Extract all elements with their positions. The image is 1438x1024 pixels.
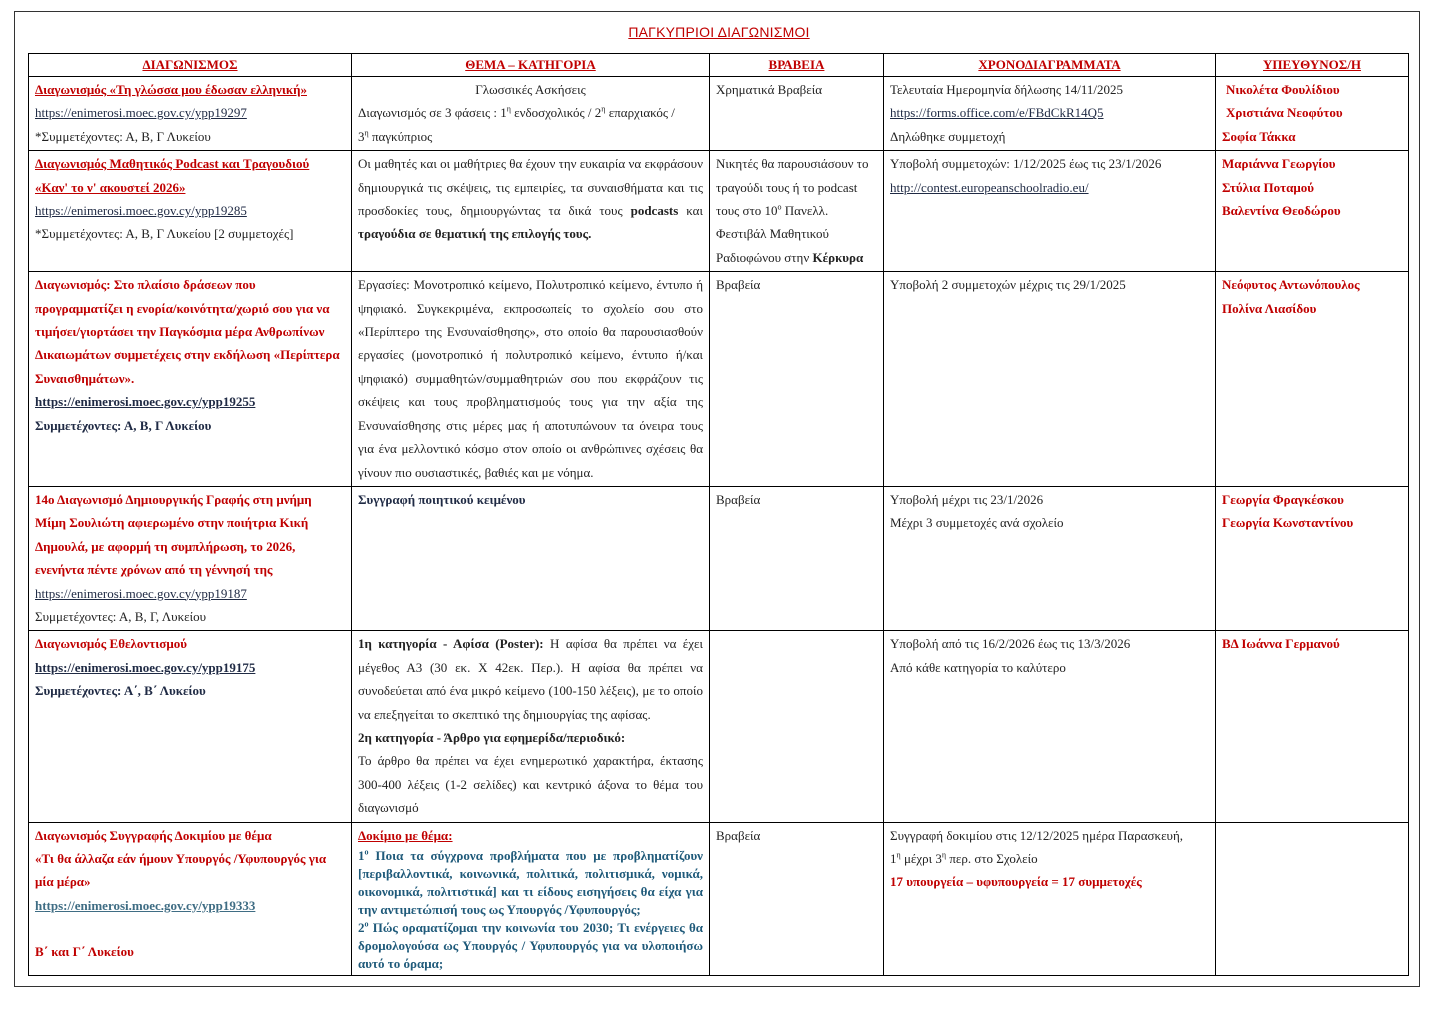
table-row xyxy=(29,272,1409,487)
prizes-bold: Κέρκυρα xyxy=(812,249,864,265)
header-timeline: ΧΡΟΝΟΔΙΑΓΡΑΜΜΑΤΑ xyxy=(884,54,1216,77)
prizes-text: Πανελλ. Φεστιβάλ Μαθητικού Ραδιοφώνου στην xyxy=(716,203,829,265)
cell-theme xyxy=(352,77,710,151)
header-responsible: ΥΠΕΥΘΥΝΟΣ/Η xyxy=(1216,54,1409,77)
competition-participants: Συμμετέχοντες: Α, Β, Γ, Λυκείου xyxy=(35,608,207,624)
superscript: ο xyxy=(364,919,369,929)
timeline-text: περ. στο Σχολείο xyxy=(946,851,1038,866)
cell-responsible xyxy=(1216,151,1409,272)
header-competition: ΔΙΑΓΩΝΙΣΜΟΣ xyxy=(29,54,352,77)
cell-timeline xyxy=(884,631,1216,822)
competition-link[interactable]: https://enimerosi.moec.gov.cy/ypp19285 xyxy=(35,203,247,219)
cell-competition xyxy=(29,77,352,151)
question-number: 2 xyxy=(358,920,365,935)
prizes-text: Νικητές θα παρουσιάσουν το τραγούδι τους ή το podcast τους στο 10 xyxy=(716,156,869,219)
theme-category-1 xyxy=(358,632,703,726)
competition-participants: Συμμετέχοντες: Α, Β, Γ Λυκείου xyxy=(35,417,212,433)
competition-participants: *Συμμετέχοντες: Α, Β, Γ Λυκείου xyxy=(35,128,211,144)
timeline-link[interactable]: https://forms.office.com/e/FBdCkR14Q5 xyxy=(890,105,1104,121)
competition-participants: *Συμμετέχοντες: Α, Β, Γ Λυκείου [2 συμμετοχές] xyxy=(35,226,294,242)
competition-title: «Καν' το ν' ακουστεί 2026» xyxy=(35,179,186,195)
question-number: 1 xyxy=(358,848,365,863)
timeline-line: Υποβολή μέχρι τις 23/1/2026 xyxy=(890,491,1044,507)
timeline-text: μέχρι 3 xyxy=(900,851,942,866)
cell-timeline xyxy=(884,77,1216,151)
category-text: Το άρθρο θα πρέπει να έχει ενημερωτικό χαρακτήρα, έκτασης 300-400 λέξεις (1-2 σελίδες) και κεντρικό άξονα το θέμα του διαγωνισμό xyxy=(358,753,703,816)
competition-link[interactable]: https://enimerosi.moec.gov.cy/ypp19175 xyxy=(35,659,256,675)
table-row xyxy=(29,822,1409,975)
cell-prizes: Βραβεία xyxy=(710,486,884,630)
question-text: Πώς οραματίζομαι την κοινωνία του 2030; Τι ενέργειες θα δρομολογούσα ως Υπουργός / Υφυπουργός για να υλοποιήσω αυτό το όραμα; xyxy=(358,920,703,971)
table-row xyxy=(29,77,1409,151)
question-text: Ποια τα σύγχρονα προβλήματα που με προβληματίζουν [περιβαλλοντικά, κοινωνικά, πολιτικά, πολιτισμικά, νομικά, οικονομικά, πολιτιστικά] και τι είδους εισηγήσεις θα είχα για την αντιμετώπισή τους ως Υπουργός /Υφυπουργός; xyxy=(358,848,703,917)
cell-competition xyxy=(29,151,352,272)
theme-text: 3 xyxy=(358,128,365,144)
category-label: κατηγορία - Άρθρο για εφημερίδα/περιοδικό: xyxy=(375,729,626,745)
competition-title: Διαγωνισμός: Στο πλαίσιο δράσεων που προγραμματίζει η ενορία/κοινότητα/χωριό σου για να τιμήσει/γιορτάσει την Παγκόσμια μέρα Ανθρωπίνων Δικαιωμάτων συμμετέχεις στην εκδήλωση «Περίπτερα Συναισθημάτων». xyxy=(35,277,340,386)
competition-link[interactable]: https://enimerosi.moec.gov.cy/ypp19255 xyxy=(35,394,256,410)
competition-participants: Β΄ και Γ΄ Λυκείου xyxy=(35,944,134,960)
cell-competition xyxy=(29,486,352,630)
competition-link[interactable]: https://enimerosi.moec.gov.cy/ypp19187 xyxy=(35,585,247,601)
theme-phase-3 xyxy=(358,125,703,148)
category-number: 1η xyxy=(358,636,379,652)
responsible-name: Νεόφυτος Αντωνόπουλος xyxy=(1222,277,1360,293)
cell-competition xyxy=(29,822,352,975)
cell-prizes xyxy=(710,631,884,822)
table-row xyxy=(29,486,1409,630)
category-label: κατηγορία - Αφίσα (Poster): xyxy=(378,636,544,652)
superscript: ο xyxy=(364,847,369,857)
responsible-name: Γεωργία Κωνσταντίνου xyxy=(1222,515,1354,531)
responsible-name: Μαριάννα Γεωργίου xyxy=(1222,156,1336,172)
cell-responsible xyxy=(1216,822,1409,975)
competition-title: Διαγωνισμός Συγγραφής Δοκιμίου με θέμα xyxy=(35,827,272,843)
timeline-line: Υποβολή από τις 16/2/2026 έως τις 13/3/2026 xyxy=(890,636,1131,652)
competition-title: Διαγωνισμός Εθελοντισμού xyxy=(35,636,187,652)
cell-timeline xyxy=(884,822,1216,975)
cell-responsible xyxy=(1216,486,1409,630)
timeline-periods xyxy=(890,847,1209,870)
cell-prizes: Βραβεία xyxy=(710,822,884,975)
superscript: η xyxy=(506,105,511,115)
timeline-line: Υποβολή 2 συμμετοχών μέχρις τις 29/1/2025 xyxy=(890,277,1126,293)
cell-responsible xyxy=(1216,77,1409,151)
cell-theme xyxy=(352,486,710,630)
competitions-table xyxy=(28,53,1409,976)
theme-text: Συγγραφή ποιητικού κειμένου xyxy=(358,491,526,507)
cell-responsible xyxy=(1216,631,1409,822)
cell-theme xyxy=(352,631,710,822)
document-title: ΠΑΓΚΥΠΡΙΟΙ ΔΙΑΓΩΝΙΣΜΟΙ xyxy=(628,24,810,40)
responsible-name: Γεωργία Φραγκέσκου xyxy=(1222,491,1344,507)
table-row xyxy=(29,631,1409,822)
cell-competition xyxy=(29,631,352,822)
timeline-participation-count: 17 υπουργεία – υφυπουργεία = 17 συμμετοχές xyxy=(890,874,1142,890)
theme-text: ενδοσχολικός / 2 xyxy=(510,105,602,121)
responsible-name: Πολίνα Λιασίδου xyxy=(1222,300,1317,316)
header-prizes: ΒΡΑΒΕΙΑ xyxy=(710,54,884,77)
cell-theme xyxy=(352,822,710,975)
cell-competition xyxy=(29,272,352,487)
essay-question-2 xyxy=(358,919,703,973)
cell-timeline xyxy=(884,151,1216,272)
superscript: η xyxy=(601,105,606,115)
theme-bold: podcasts xyxy=(630,203,679,219)
theme-text: επαρχιακός / xyxy=(605,105,675,121)
theme-phases xyxy=(358,101,703,124)
responsible-name: Χριστιάνα Νεοφύτου xyxy=(1226,105,1343,121)
cell-prizes xyxy=(710,151,884,272)
competition-title: Διαγωνισμός «Τη γλώσσα μου έδωσαν ελληνική» xyxy=(35,82,307,97)
timeline-line: Τελευταία Ημερομηνία δήλωσης 14/11/2025 xyxy=(890,82,1124,97)
theme-bold: τραγούδια σε θεματική της επιλογής τους. xyxy=(358,226,592,242)
essay-question-1 xyxy=(358,847,703,919)
cell-prizes: Χρηματικά Βραβεία xyxy=(710,77,884,151)
timeline-line: Υποβολή συμμετοχών: 1/12/2025 έως τις 23/1/2026 xyxy=(890,156,1162,172)
superscript: η xyxy=(364,128,369,138)
table-header-row xyxy=(29,54,1409,77)
responsible-name: ΒΔ Ιωάννα Γερμανού xyxy=(1222,636,1340,652)
theme-heading: Δοκίμιο με θέμα: xyxy=(358,827,453,843)
responsible-name: Βαλεντίνα Θεοδώρου xyxy=(1222,203,1341,219)
superscript: η xyxy=(896,850,901,860)
competition-link[interactable]: https://enimerosi.moec.gov.cy/ypp19333 xyxy=(35,897,256,913)
theme-text: και xyxy=(678,203,703,219)
superscript: ο xyxy=(777,202,782,212)
competition-title: Διαγωνισμός Μαθητικός Podcast και Τραγουδιού xyxy=(35,156,310,172)
competition-participants: Συμμετέχοντες: Α΄, Β΄ Λυκείου xyxy=(35,683,206,699)
table-row xyxy=(29,151,1409,272)
theme-text: Διαγωνισμός σε 3 φάσεις : 1 xyxy=(358,105,507,121)
cell-theme xyxy=(352,151,710,272)
cell-timeline xyxy=(884,486,1216,630)
cell-prizes: Βραβεία xyxy=(710,272,884,487)
theme-category-2-label xyxy=(358,726,703,749)
timeline-line: Συγγραφή δοκιμίου στις 12/12/2025 ημέρα Παρασκευή, xyxy=(890,827,1184,843)
timeline-line: Από κάθε κατηγορία το καλύτερο xyxy=(890,659,1066,675)
timeline-line: Δηλώθηκε συμμετοχή xyxy=(890,128,1006,144)
timeline-line: Μέχρι 3 συμμετοχές ανά σχολείο xyxy=(890,515,1064,531)
superscript: η xyxy=(941,850,947,860)
cell-responsible xyxy=(1216,272,1409,487)
theme-line: Γλωσσικές Ασκήσεις xyxy=(475,82,586,97)
competition-title: 14ο Διαγωνισμό Δημιουργικής Γραφής στη μνήμη Μίμη Σουλιώτη αφιερωμένο στην ποιήτρια Κική Δημουλά, με αφορμή τη συμπλήρωση, το 2026, ενενήντα πέντε χρόνων από τη γέννησή της xyxy=(35,491,312,578)
header-theme: ΘΕΜΑ – ΚΑΤΗΓΟΡΙΑ xyxy=(352,54,710,77)
theme-text: παγκύπριος xyxy=(368,128,433,144)
timeline-text: 1 xyxy=(890,851,897,866)
theme-text: Οι μαθητές και οι μαθήτριες θα έχουν την ευκαιρία να εκφράσουν δημιουργικά τις σκέψεις, τις εμπειρίες, τα συναισθήματα και τις προσδοκίες τους, δημιουργώντας τα δικά τους xyxy=(358,156,703,219)
cell-theme: Εργασίες: Μονοτροπικό κείμενο, Πολυτροπικό κείμενο, έντυπο ή ψηφιακό. Συγκεκριμένα, εκπροσωπείς το σχολείο σου στο «Περίπτερο της Ενσυναίσθησης», στο οποίο θα παρουσιασθούν εργασίες (μονοτροπικό ή πολυτροπικό κείμενο, έντυπο ή/και ψηφιακό) συμμαθητών/συμμαθητριών σου που εκφράζουν τις σκέψεις και τους προβληματισμούς τους για την αξία της Ενσυναίσθησης στις μέρες μας ή αποτυπώνουν τα όνειρα τους για ένα μελλοντικό κόσμο στον οποίο οι ανθρώπινες σχέσεις θα γίνουν πιο ουσιαστικές, βαθιές και με νόημα. xyxy=(352,272,710,487)
category-number: 2η xyxy=(358,729,376,745)
timeline-link[interactable]: http://contest.europeanschoolradio.eu/ xyxy=(890,179,1089,195)
responsible-name: Στύλια Ποταμού xyxy=(1222,179,1315,195)
category-text: Η αφίσα θα πρέπει να έχει μέγεθος Α3 (30 εκ. Χ 42εκ. Περ.). Η αφίσα θα πρέπει να συνοδεύεται από ένα μικρό κείμενο (100-150 λέξεις), με το οποίο να επεξηγείται το σκεπτικό της δημιουργίας της αφίσας. xyxy=(358,636,703,722)
competition-link[interactable]: https://enimerosi.moec.gov.cy/ypp19297 xyxy=(35,105,247,121)
cell-timeline xyxy=(884,272,1216,487)
responsible-name: Σοφία Τάκκα xyxy=(1222,128,1296,144)
competition-title: «Τι θα άλλαζα εάν ήμουν Υπουργός /Υφυπουργός για μία μέρα» xyxy=(35,851,327,890)
responsible-name: Νικολέτα Φουλίδιου xyxy=(1226,82,1340,97)
